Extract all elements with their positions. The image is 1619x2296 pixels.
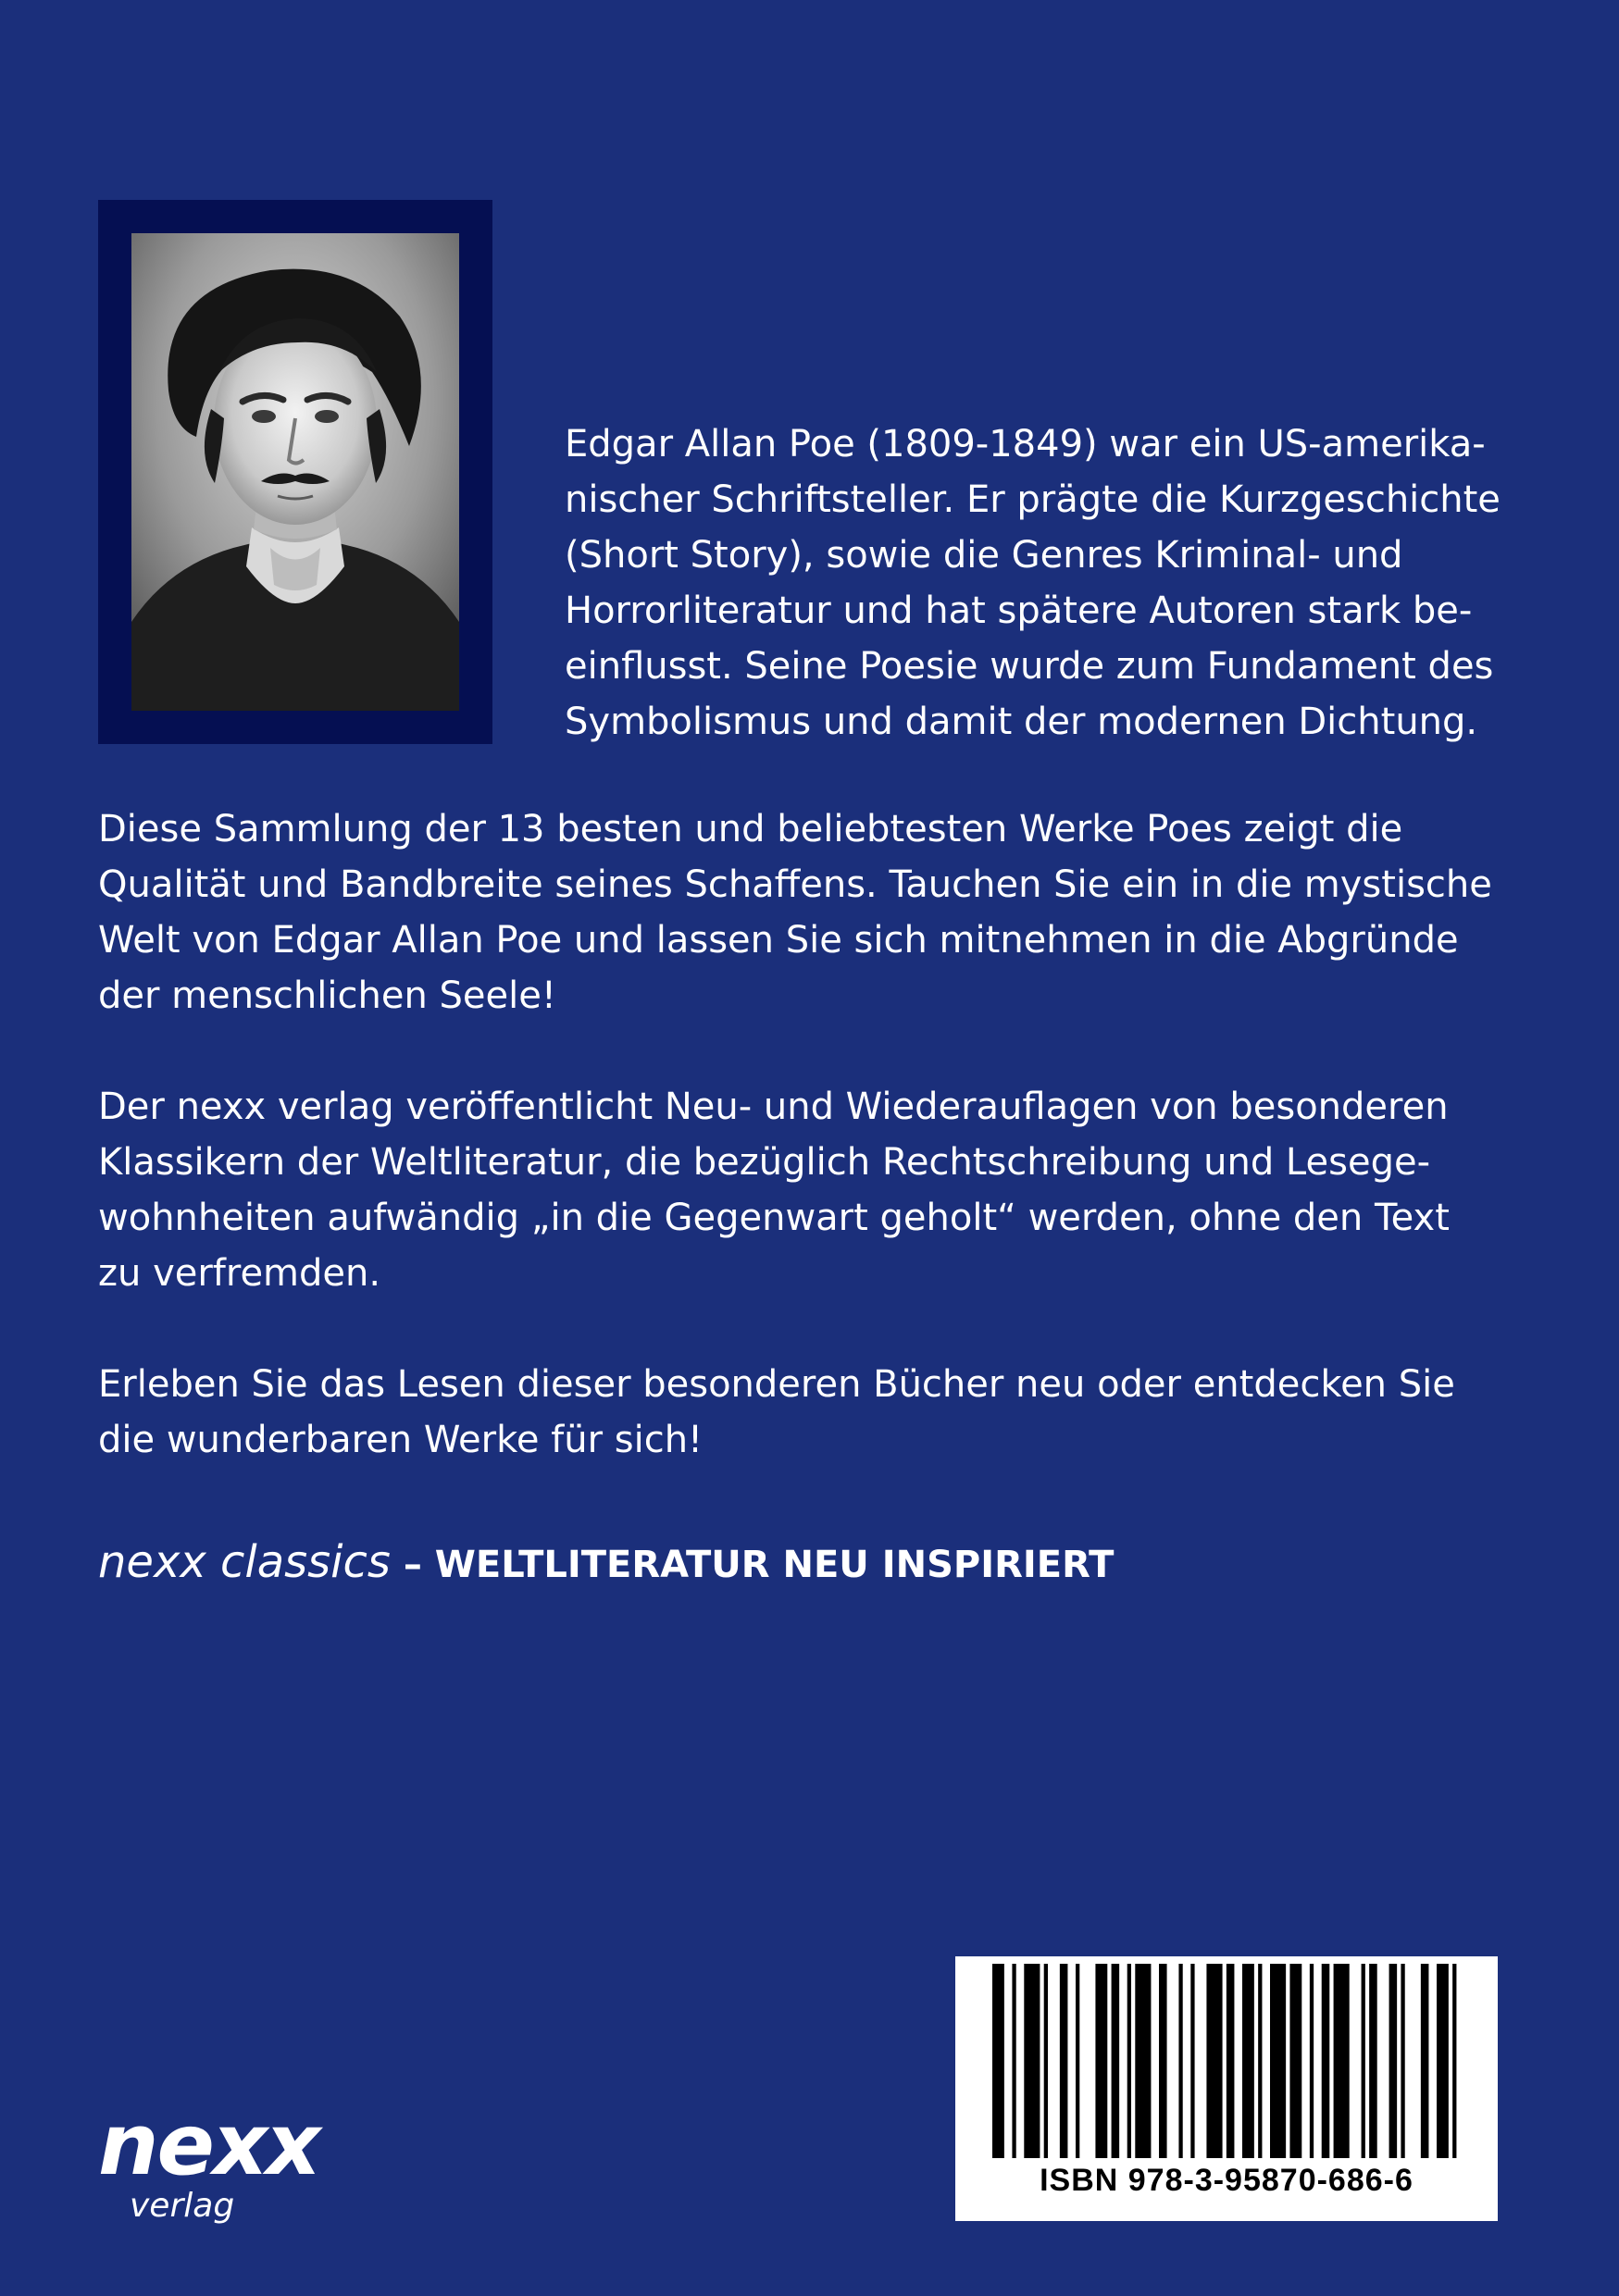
invitation-line: Erleben Sie das Lesen dieser besonderen Bücher neu oder entdecken Sie [98,1363,1455,1406]
barcode-bar [1334,1964,1350,2158]
series-tagline [98,1533,1114,1595]
barcode-bar [1012,1964,1015,2158]
portrait-frame [98,200,492,744]
publisher-logo [98,2095,339,2228]
invitation-line: die wunderbaren Werke für sich! [98,1419,704,1461]
publisher-line: wohnheiten aufwändig „in die Gegenwart geholt“ werden, ohne den Text [98,1197,1450,1239]
description-line: Welt von Edgar Allan Poe und lassen Sie sich mitnehmen in die Abgründe [98,919,1459,962]
barcode-bar [1437,1964,1449,2158]
barcode-bar [1190,1964,1194,2158]
barcode-bar [1362,1964,1365,2158]
barcode-bar [1135,1964,1151,2158]
publisher-line: Klassikern der Weltliteratur, die bezüglich Rechtschreibung und Lesege- [98,1141,1431,1184]
series-name: nexx classics [98,1536,391,1588]
logo-subtitle: verlag [130,2187,235,2225]
barcode-bar [1060,1964,1068,2158]
intro-line: nischer Schriftsteller. Er prägte die Kurzgeschichte [565,478,1501,521]
barcode-bar [1024,1964,1040,2158]
isbn-number: ISBN 978-3-95870-686-6 [1040,2163,1414,2198]
description-line: Diese Sammlung der 13 besten und beliebtesten Werke Poes zeigt die [98,808,1403,850]
author-portrait [131,233,459,711]
barcode-bar [1242,1964,1254,2158]
barcode-bar [1389,1964,1398,2158]
barcode-bar [1401,1964,1404,2158]
barcode-bar [1112,1964,1120,2158]
invitation-text [98,1357,1524,1468]
author-portrait-drawing [131,233,459,711]
description-line: Qualität und Bandbreite seines Schaffens. Tauchen Sie ein in die mystische [98,863,1492,906]
barcode-bar [1178,1964,1182,2158]
intro-line: Symbolismus und damit der modernen Dichtung. [565,701,1478,743]
barcode-bar [1206,1964,1222,2158]
publisher-line: zu verfremden. [98,1252,381,1295]
description-line: der menschlichen Seele! [98,974,556,1017]
barcode-bar [1044,1964,1048,2158]
author-intro [565,416,1518,750]
barcode-bar [1159,1964,1167,2158]
barcode-bar [1421,1964,1429,2158]
barcode-bar [1452,1964,1456,2158]
intro-line: (Short Story), sowie die Genres Kriminal- und [565,534,1403,577]
publisher-line: Der nexx verlag veröffentlicht Neu- und Wiederauflagen von besonderen [98,1086,1449,1128]
series-claim: – WELTLITERATUR NEU INSPIRIERT [390,1544,1115,1586]
barcode-bar [1095,1964,1107,2158]
intro-line: einflusst. Seine Poesie wurde zum Fundament des [565,645,1494,688]
barcode-bar [1258,1964,1262,2158]
barcode-label [955,1956,1498,2221]
barcode-bar [1369,1964,1377,2158]
barcode-bar [1289,1964,1301,2158]
barcode-bar [1310,1964,1314,2158]
barcode-icon [992,1964,1464,2158]
publisher-description [98,1079,1524,1301]
barcode-bar [1270,1964,1286,2158]
barcode-bar [1076,1964,1079,2158]
intro-line: Edgar Allan Poe (1809-1849) war ein US-amerika- [565,423,1486,465]
barcode-bar [1227,1964,1235,2158]
barcode-bar [1127,1964,1131,2158]
barcode-bar [1322,1964,1330,2158]
logo-wordmark: nexx [98,2095,319,2194]
barcode-bar [992,1964,1004,2158]
intro-line: Horrorliteratur und hat spätere Autoren stark be- [565,590,1473,632]
collection-description [98,801,1524,1024]
